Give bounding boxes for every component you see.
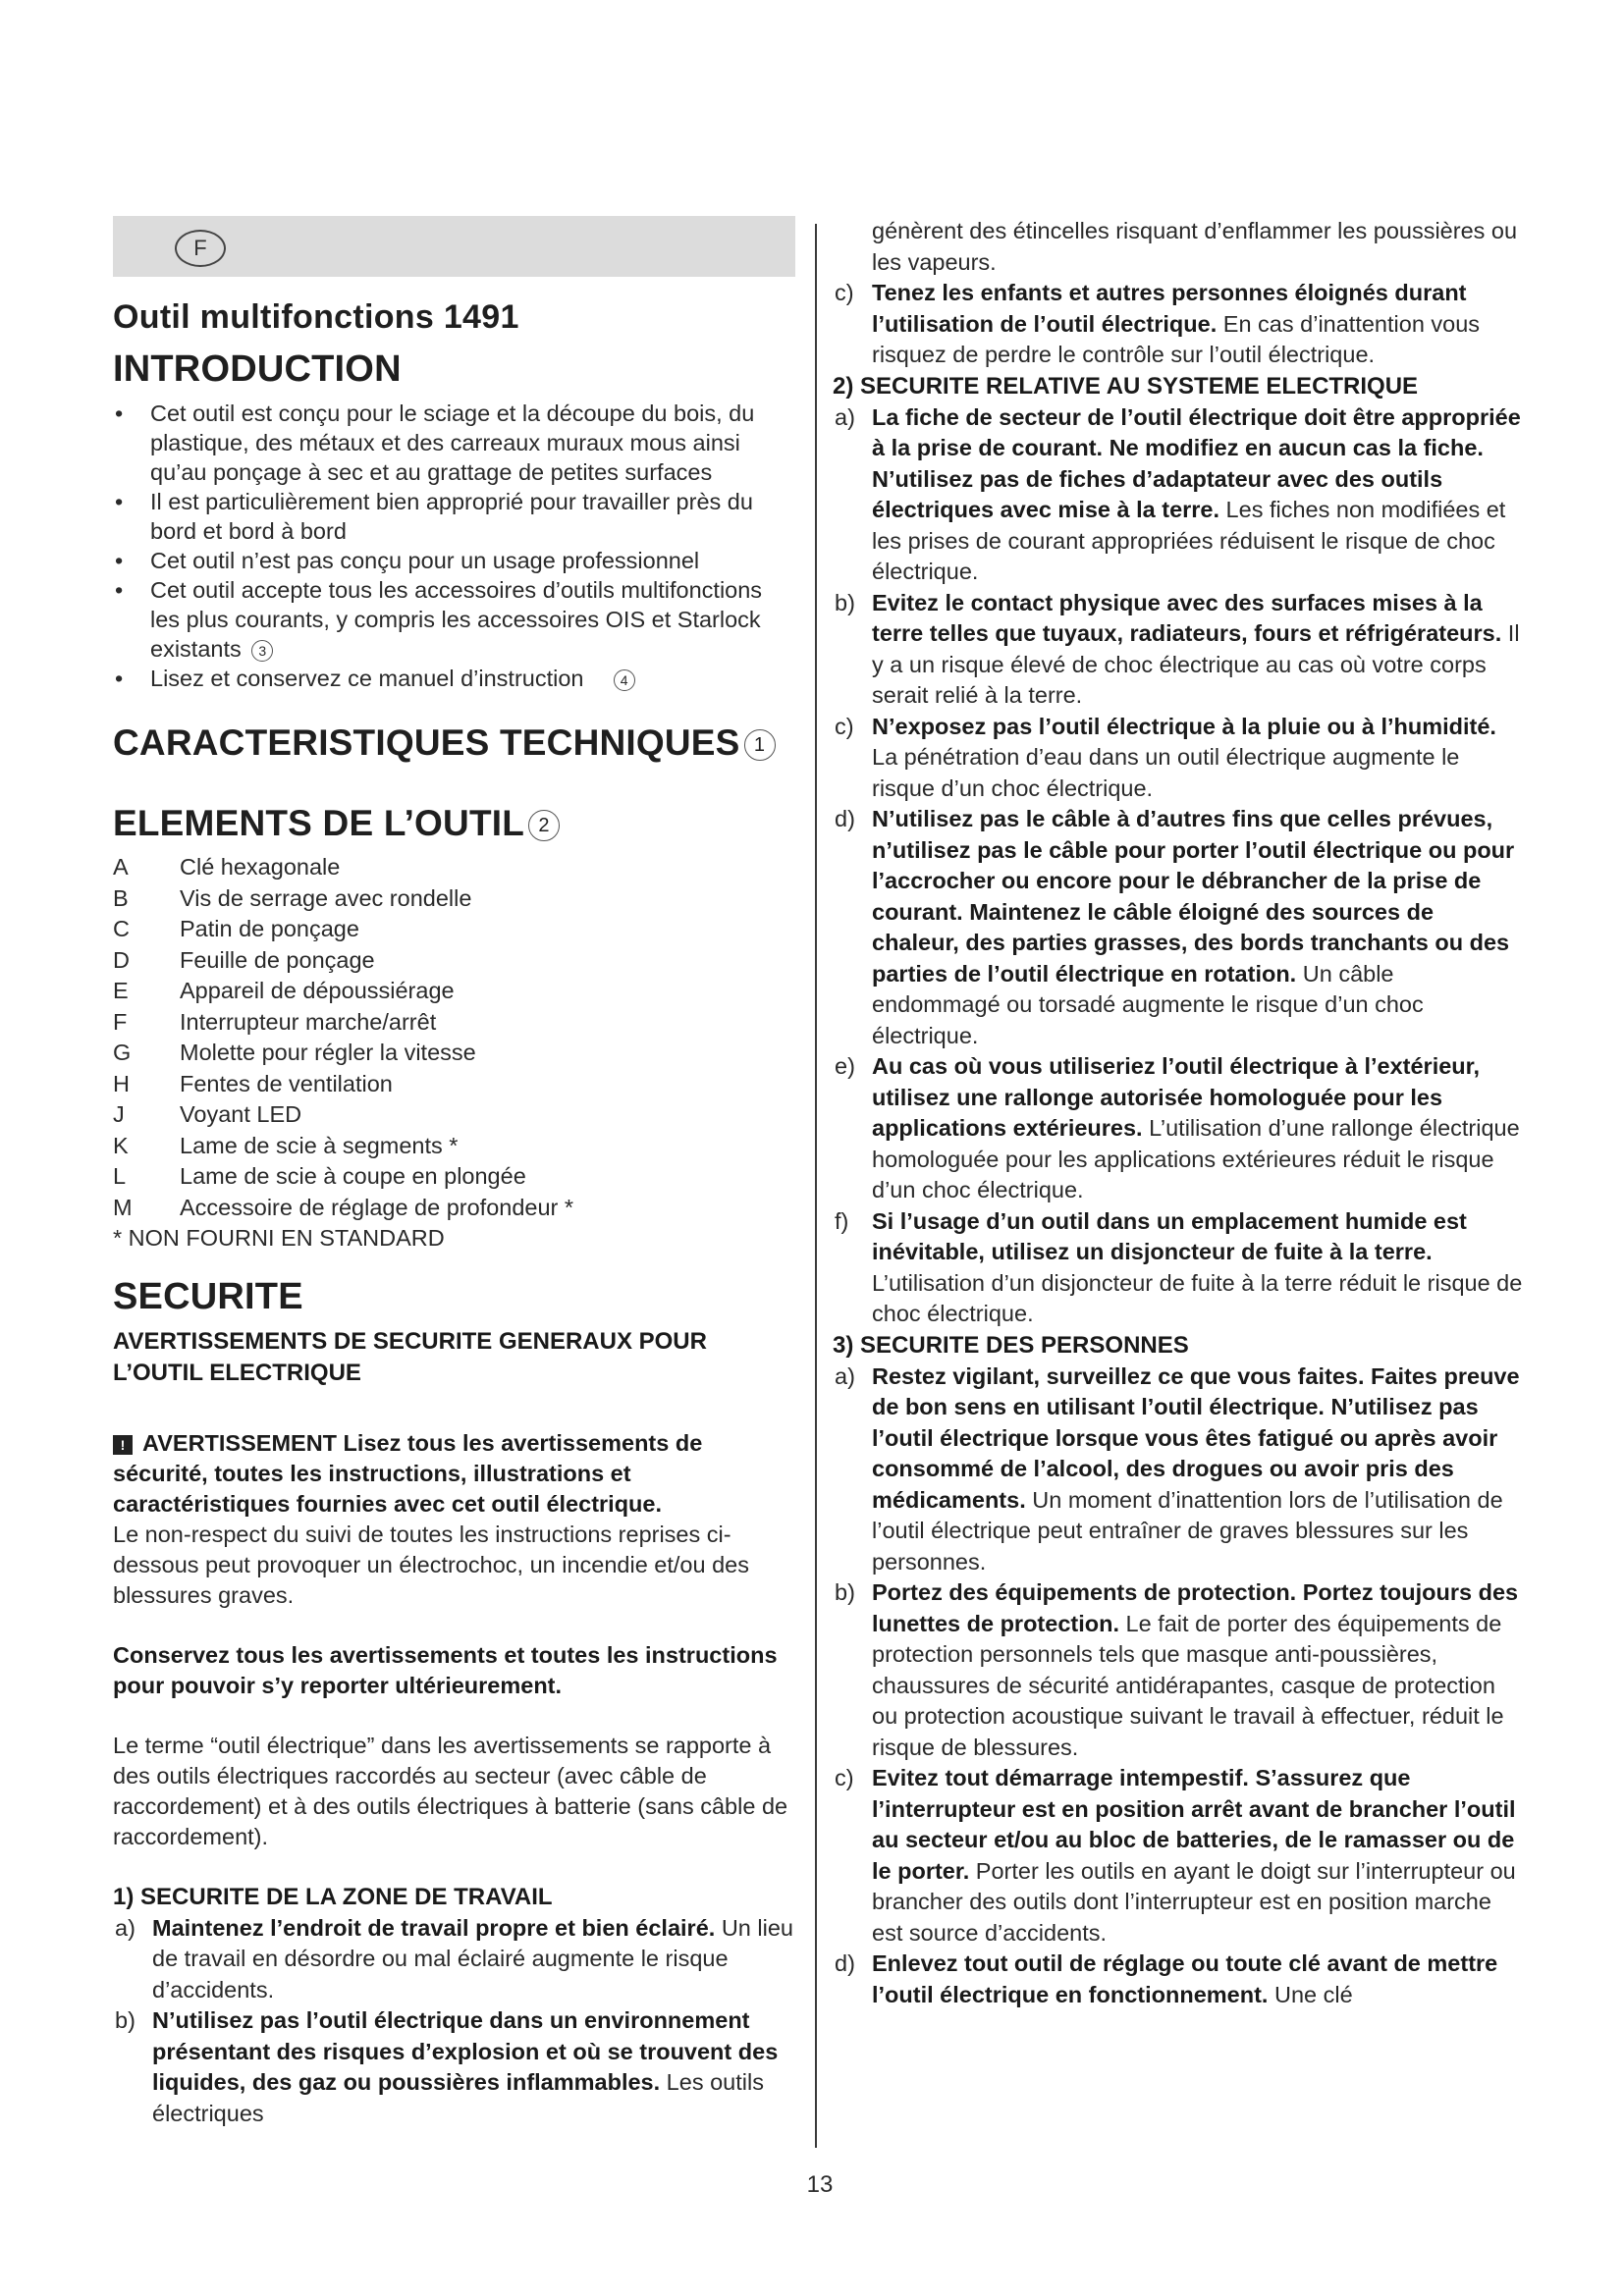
element-label: Vis de serrage avec rondelle (180, 884, 472, 911)
element-row (113, 1131, 795, 1162)
specs-heading (113, 722, 795, 764)
item-label: a) (835, 1362, 855, 1389)
item-label: b) (115, 2007, 135, 2033)
element-row (113, 1193, 795, 1224)
intro-bullet: • Cet outil est conçu pour le sciage et la découpe du bois, du plastique, des métaux et des carreaux muraux mous ainsi qu’au ponçage à sec et au grattage de petites surfaces (113, 399, 795, 487)
element-label: Accessoire de réglage de profondeur * (180, 1194, 574, 1220)
figure-ref-2: 2 (528, 810, 560, 841)
item-text: génèrent des étincelles risquant d’enflammer les poussières ou les vapeurs. (872, 218, 1518, 275)
item-label: d) (835, 1950, 855, 1976)
element-label: Fentes de ventilation (180, 1070, 393, 1096)
element-key: B (113, 884, 129, 911)
item-label: c) (835, 280, 854, 305)
item-label: b) (835, 589, 855, 615)
element-label: Voyant LED (180, 1101, 302, 1127)
element-row (113, 1099, 795, 1131)
intro-bullet-text: Lisez et conservez ce manuel d’instruction (150, 666, 584, 691)
element-label: Interrupteur marche/arrêt (180, 1008, 437, 1035)
element-label: Lame de scie à segments * (180, 1132, 459, 1158)
column-divider (815, 224, 817, 2148)
item-label: a) (835, 403, 855, 430)
figure-ref-3: 3 (251, 640, 273, 662)
element-row (113, 976, 795, 1007)
language-badge: F (175, 230, 226, 267)
figure-ref-4: 4 (614, 669, 635, 691)
work-area-item-b-continued (833, 216, 1526, 278)
elements-heading (113, 803, 795, 844)
item-bold: Restez vigilant, surveillez ce que vous faites. Faites preuve de bon sens en utilisant l’outil électrique. N’utilisez pas l’outil électrique lorsque vous êtes fatigué ou après avoir consommé de l’alcool, des drogues ou avoir pris des médicaments. (872, 1362, 1520, 1513)
item-text: Une clé (1268, 1981, 1353, 2007)
intro-bullet (113, 664, 795, 693)
intro-bullet-text: Cet outil accepte tous les accessoires d’outils multifonctions les plus courants, y compris les accessoires OIS et Starlock existants (150, 577, 763, 662)
element-row (113, 1069, 795, 1100)
item-text: Les fiches non modifiées et les prises de courant appropriées réduisent le risque de choc électrique. (872, 497, 1506, 584)
item-bold: Evitez le contact physique avec des surfaces mises à la terre telles que tuyaux, radiateurs, fours et réfrigérateurs. (872, 589, 1502, 646)
elements-list (113, 852, 795, 1255)
element-label: Clé hexagonale (180, 854, 341, 880)
element-label: Feuille de ponçage (180, 946, 375, 973)
personal-item-d (833, 1949, 1526, 2010)
element-row (113, 945, 795, 977)
element-key: D (113, 946, 130, 973)
element-key: M (113, 1194, 133, 1220)
item-label: c) (835, 713, 854, 739)
warning-body: Le non-respect du suivi de toutes les instructions reprises ci-dessous peut provoquer un électrochoc, un incendie et/ou des blessures graves. (113, 1521, 749, 1608)
work-area-heading: 1) SECURITE DE LA ZONE DE TRAVAIL (113, 1883, 553, 1910)
item-bold: N’utilisez pas le câble à d’autres fins que celles prévues, n’utilisez pas le câble pour porter l’outil électrique ou pour l’accrocher ou encore pour le débrancher de la prise de courant. Maintenez le câble éloigné des sources de chaleur, des parties grasses, des bords tranchants ou des parties de l’outil électrique en rotation. (872, 806, 1515, 987)
item-text: Un lieu de travail en désordre ou mal éclairé augmente le risque d’accidents. (152, 1914, 793, 2002)
language-header-band (113, 216, 795, 277)
item-label: a) (115, 1914, 135, 1941)
item-label: c) (835, 1765, 854, 1790)
electrical-item-c (833, 712, 1526, 805)
personal-item-c (833, 1763, 1526, 1949)
element-row (113, 883, 795, 915)
elements-heading-text: ELEMENTS DE L’OUTIL (113, 803, 525, 843)
work-area-item-c (833, 278, 1526, 371)
figure-ref-1: 1 (744, 729, 776, 761)
introduction-heading: INTRODUCTION (113, 348, 402, 390)
document-title: Outil multifonctions 1491 (113, 298, 519, 336)
personal-item-a (833, 1362, 1526, 1578)
left-column (113, 216, 795, 2129)
securite-subheading: AVERTISSEMENTS DE SECURITE GENERAUX POUR L’OUTIL ELECTRIQUE (113, 1327, 707, 1386)
item-text: L’utilisation d’un disjoncteur de fuite à la terre réduit le risque de choc électrique. (872, 1269, 1523, 1326)
right-column (833, 216, 1526, 2010)
item-bold: Portez des équipements de protection. Portez toujours des lunettes de protection. (872, 1579, 1519, 1636)
item-bold: Si l’usage d’un outil dans un emplacement humide est inévitable, utilisez un disjoncteur de fuite à la terre. (872, 1207, 1467, 1264)
work-area-item-a (113, 1913, 795, 2006)
term-definition: Le terme “outil électrique” dans les avertissements se rapporte à des outils électriques raccordés au secteur (avec câble de raccordement) et à des outils électriques à batterie (sans câble de raccordement). (113, 1732, 788, 1849)
item-text: En cas d’inattention vous risquez de perdre le contrôle sur l’outil électrique. (872, 310, 1481, 367)
element-key: G (113, 1040, 132, 1065)
element-label: Appareil de dépoussiérage (180, 978, 455, 1003)
item-text: Un moment d’inattention lors de l’utilisation de l’outil électrique peut entraîner de graves blessures sur les personnes. (872, 1486, 1503, 1575)
item-bold: La fiche de secteur de l’outil électrique doit être appropriée à la prise de courant. Ne modifiez en aucun cas la fiche. N’utilisez pas de fiches d’adaptateur avec des outils électriques avec mise à la terre. (872, 403, 1521, 522)
item-bold: Au cas où vous utiliseriez l’outil électrique à l’extérieur, utilisez une rallonge autorisée homologuée pour les applications extérieures. (872, 1053, 1481, 1141)
element-row (113, 1161, 795, 1193)
item-text: Un câble endommagé ou torsadé augmente le risque d’un choc électrique. (872, 960, 1424, 1048)
element-key: J (113, 1101, 125, 1127)
electrical-item-b (833, 588, 1526, 712)
element-label: Molette pour régler la vitesse (180, 1040, 476, 1065)
page-number: 13 (806, 2171, 834, 2198)
electrical-item-d (833, 804, 1526, 1051)
work-area-item-b (113, 2005, 795, 2129)
item-text: Les outils électriques (152, 2069, 764, 2126)
item-bold: N’exposez pas l’outil électrique à la pluie ou à l’humidité. (872, 713, 1496, 739)
element-key: C (113, 916, 130, 941)
element-label: Lame de scie à coupe en plongée (180, 1163, 526, 1189)
element-row (113, 1007, 795, 1039)
item-bold: Enlevez tout outil de réglage ou toute clé avant de mettre l’outil électrique en fonctionnement. (872, 1950, 1498, 2007)
item-label: d) (835, 806, 855, 831)
personal-safety-heading: 3) SECURITE DES PERSONNES (833, 1331, 1189, 1359)
element-key: A (113, 854, 129, 880)
element-row (113, 1038, 795, 1069)
item-bold: N’utilisez pas l’outil électrique dans un environnement présentant des risques d’explosion et où se trouvent des liquides, des gaz ou poussières inflammables. (152, 2007, 779, 2095)
item-label: e) (835, 1053, 855, 1079)
intro-bullet: • Il est particulièrement bien approprié pour travailler près du bord et bord à bord (113, 487, 795, 546)
element-key: E (113, 978, 129, 1003)
electrical-item-a (833, 402, 1526, 588)
item-bold: Maintenez l’endroit de travail propre et bien éclairé. (152, 1914, 716, 1941)
item-text: La pénétration d’eau dans un outil électrique augmente le risque d’un choc électrique. (872, 744, 1460, 801)
personal-item-b (833, 1577, 1526, 1763)
element-key: K (113, 1132, 129, 1158)
element-footnote: * NON FOURNI EN STANDARD (113, 1225, 445, 1251)
element-key: L (113, 1163, 127, 1189)
item-text: L’utilisation d’une rallonge électrique homologuée pour les applications extérieures réduit le risque d’un choc électrique. (872, 1115, 1520, 1202)
element-row (113, 852, 795, 883)
electrical-item-f (833, 1206, 1526, 1330)
item-bold: Tenez les enfants et autres personnes éloignés durant l’utilisation de l’outil électrique. (872, 280, 1467, 337)
element-label: Patin de ponçage (180, 916, 359, 941)
element-key: F (113, 1008, 128, 1035)
electrical-heading: 2) SECURITE RELATIVE AU SYSTEME ELECTRIQUE (833, 372, 1419, 400)
keep-instructions: Conservez tous les avertissements et toutes les instructions pour pouvoir s’y reporter ultérieurement. (113, 1641, 778, 1698)
item-bold: Evitez tout démarrage intempestif. S’assurez que l’interrupteur est en position arrêt avant de brancher l’outil au secteur et/ou au bloc de batteries, de le ramasser ou de le porter. (872, 1765, 1516, 1884)
item-label: f) (835, 1207, 849, 1234)
specs-heading-text: CARACTERISTIQUES TECHNIQUES (113, 722, 740, 763)
warning-bold-text: AVERTISSEMENT Lisez tous les avertissements de sécurité, toutes les instructions, illustrations et caractéristiques fournies avec cet outil électrique. (113, 1429, 703, 1517)
element-row (113, 914, 795, 945)
intro-bullet: • Cet outil n’est pas conçu pour un usage professionnel (113, 546, 795, 575)
element-key: H (113, 1070, 130, 1096)
item-text: Il y a un risque élevé de choc électrique au cas où votre corps serait relié à la terre. (872, 620, 1520, 708)
item-label: b) (835, 1579, 855, 1605)
item-text: Le fait de porter des équipements de protection personnels tels que masque anti-poussières, chaussures de sécurité antidérapantes, casque de protection ou protection acoustique suivant le travail à effectuer, réduit le risque de blessures. (872, 1610, 1504, 1760)
warning-paragraph (113, 1428, 795, 1520)
intro-bullet (113, 575, 795, 664)
warning-triangle-icon: ! (113, 1435, 133, 1455)
item-text: Porter les outils en ayant le doigt sur l’interrupteur ou brancher des outils dont l’interrupteur est en position marche est source d’accidents. (872, 1857, 1516, 1946)
securite-heading: SECURITE (113, 1275, 303, 1317)
electrical-item-e (833, 1051, 1526, 1206)
